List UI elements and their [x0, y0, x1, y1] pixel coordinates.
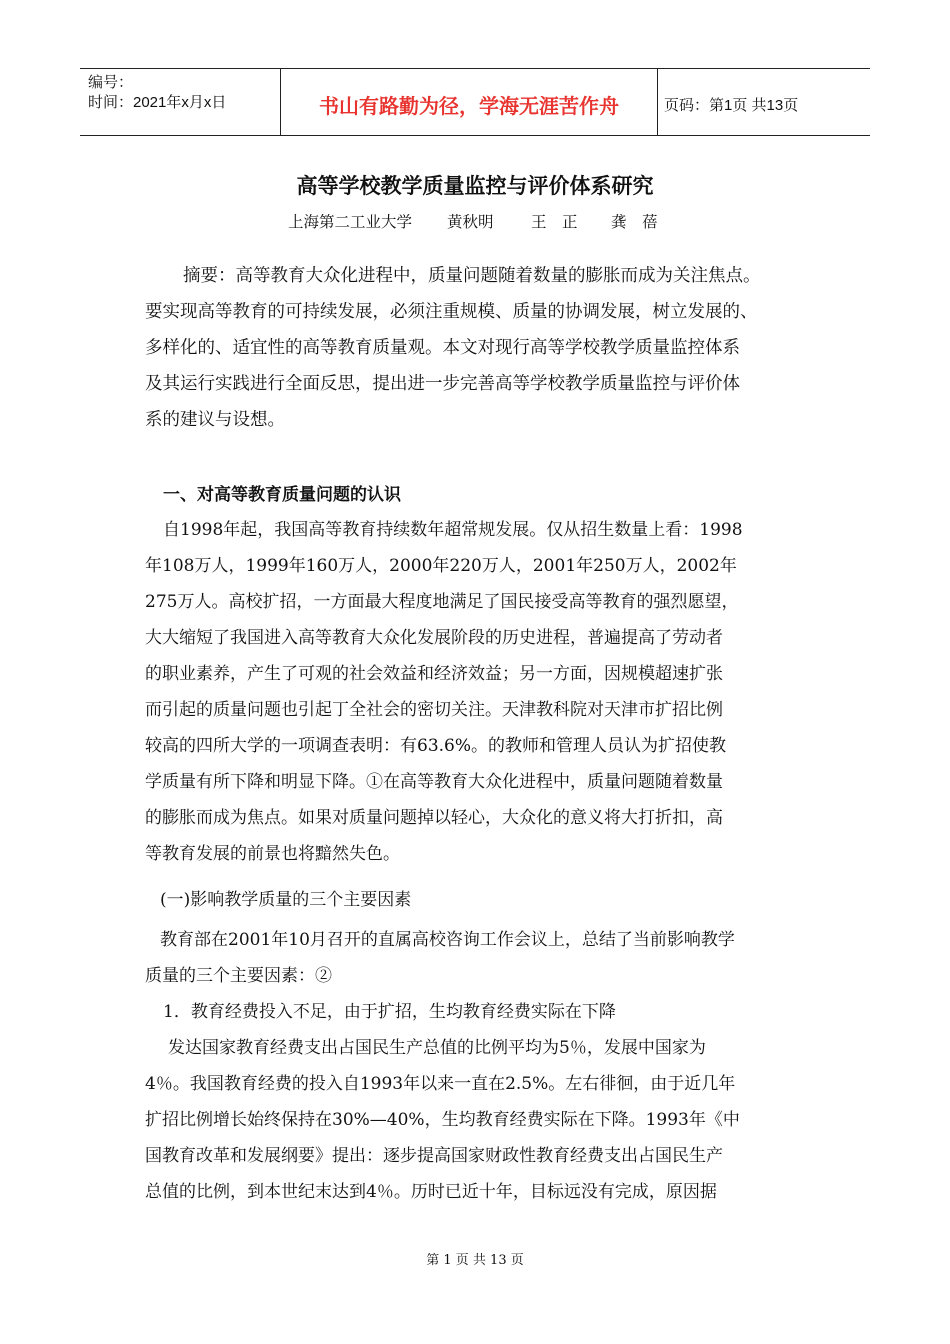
- section-heading: 一、对高等教育质量问题的认识: [163, 485, 401, 505]
- body-line: 4％。我国教育经费的投入自1993年以来一直在2.5%。左右徘徊，由于近几年: [145, 1074, 736, 1094]
- author-affiliation: 上海第二工业大学: [288, 213, 413, 231]
- body-line: 的膨胀而成为焦点。如果对质量问题掉以轻心，大众化的意义将大打折扣，高: [145, 808, 723, 828]
- page-footer: 第 1 页 共 13 页: [426, 1253, 524, 1268]
- body-line: 而引起的质量问题也引起丁全社会的密切关注。天津教科院对天津市扩招比例: [145, 700, 723, 720]
- body-line: 大大缩短了我国进入高等教育大众化发展阶段的历史进程，普遍提高了劳动者: [145, 628, 723, 648]
- header-divider-left: [280, 68, 281, 136]
- header-bottom-rule: [80, 135, 870, 136]
- body-line: 发达国家教育经费支出占国民生产总值的比例平均为5％，发展中国家为: [168, 1038, 706, 1058]
- body-line: 总值的比例，到本世纪末达到4％。历时已近十年，目标远没有完成，原因据: [145, 1182, 717, 1202]
- header-number-label: 编号：: [88, 74, 134, 91]
- body-line: 275万人。高校扩招，一方面最大程度地满足了国民接受高等教育的强烈愿望，: [145, 592, 739, 612]
- author-name: 龚 蓓: [611, 213, 658, 231]
- body-line: 年108万人，1999年160万人，2000年220万人，2001年250万人，2002年: [145, 556, 737, 576]
- body-line: 国教育改革和发展纲要》提出：逐步提高国家财政性教育经费支出占国民生产: [145, 1146, 723, 1166]
- abstract-line: 摘要：高等教育大众化进程中，质量问题随着数量的膨胀而成为关注焦点。: [183, 266, 761, 286]
- abstract-line: 及其运行实践进行全面反思，提出进一步完善高等学校教学质量监控与评价体: [145, 374, 740, 394]
- body-line: 等教育发展的前景也将黯然失色。: [145, 844, 400, 864]
- body-line: 较高的四所大学的一项调查表明：有63.6%。的教师和管理人员认为扩招使教: [145, 736, 727, 756]
- header-divider-right: [657, 68, 658, 136]
- author-name: 黄秋明: [447, 213, 494, 231]
- body-line: 扩招比例增长始终保持在30%—40%，生均教育经费实际在下降。1993年《中: [145, 1110, 740, 1130]
- body-line: 的职业素养，产生了可观的社会效益和经济效益；另一方面，因规模超速扩张: [145, 664, 723, 684]
- author-name: 王 正: [531, 213, 578, 231]
- header-page-label: 页码：第1页 共13页: [664, 97, 799, 114]
- body-line: 教育部在2001年10月召开的直属高校咨询工作会议上，总结了当前影响教学: [160, 930, 735, 950]
- abstract-line: 多样化的、适宜性的高等教育质量观。本文对现行高等学校教学质量监控体系: [145, 338, 740, 358]
- header-motto: 书山有路勤为径，学海无涯苦作舟: [319, 94, 619, 118]
- header-top-rule: [80, 68, 870, 69]
- body-line: 学质量有所下降和明显下降。①在高等教育大众化进程中，质量问题随着数量: [145, 772, 723, 792]
- body-line: 质量的三个主要因素：②: [145, 966, 332, 986]
- document-title: 高等学校教学质量监控与评价体系研究: [296, 173, 654, 198]
- list-item: 1．教育经费投入不足，由于扩招，生均教育经费实际在下降: [163, 1002, 616, 1022]
- abstract-line: 要实现高等教育的可持续发展，必须注重规模、质量的协调发展，树立发展的、: [145, 302, 758, 322]
- header-date-label: 时间：2021年x月x日: [88, 94, 227, 111]
- body-line: 自1998年起，我国高等教育持续数年超常规发展。仅从招生数量上看：1998: [163, 520, 743, 540]
- subheading: (一)影响教学质量的三个主要因素: [160, 890, 412, 910]
- abstract-line: 系的建议与设想。: [145, 410, 285, 430]
